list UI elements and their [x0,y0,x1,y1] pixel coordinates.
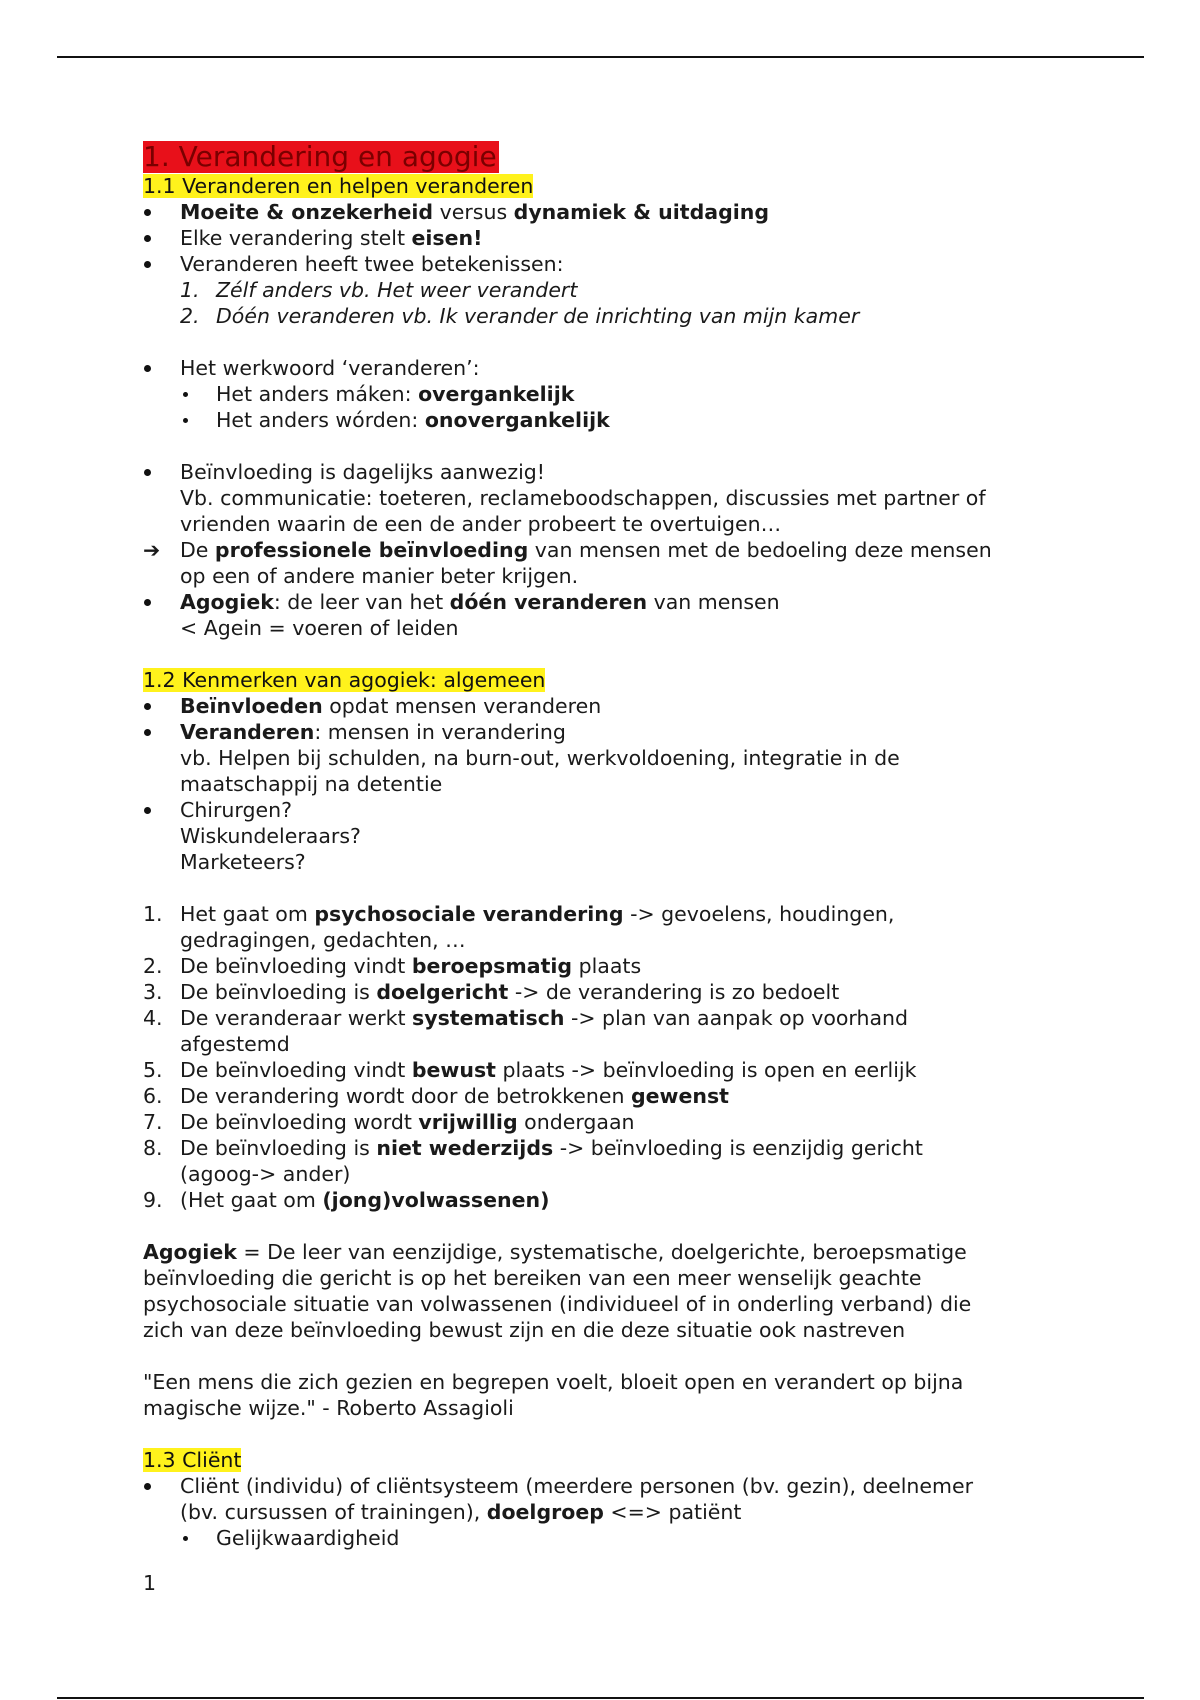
list-item: Moeite & onzekerheid versus dynamiek & uitdaging [143,199,1083,225]
list-item: Beïnvloeden opdat mensen veranderen [143,693,1083,719]
list-item: Elke verandering stelt eisen! [143,225,1083,251]
header-rule [57,56,1144,58]
numbered-item: 5. De beïnvloeding vindt bewust plaats -> beïnvloeding is open en eerlijk [143,1058,917,1082]
numbered-item: 3. De beïnvloeding is doelgericht -> de verandering is zo bedoelt [143,980,840,1004]
list-item-continuation: op een of andere manier beter krijgen. [180,564,579,588]
list-item-continuation: < Agein = voeren of leiden [180,616,459,640]
subsection-1-1 [143,173,1083,199]
list-item-continuation: (agoog-> ander) [180,1162,351,1186]
list-item-continuation: afgestemd [180,1032,290,1056]
numbered-subitem: 1. Zélf anders vb. Het weer verandert [180,278,578,302]
subsection-heading: 1.2 Kenmerken van agogiek: algemeen [143,668,546,692]
arrow-item: ➔ De professionele beïnvloeding van mensen met de bedoeling deze mensen [143,538,992,562]
list-item-continuation: vb. Helpen bij schulden, na burn-out, werkvoldoening, integratie in de [180,746,900,770]
list-item: Veranderen heeft twee betekenissen: [143,251,1083,277]
list-item: Veranderen: mensen in verandering [143,719,1083,745]
numbered-item: 4. De veranderaar werkt systematisch -> plan van aanpak op voorhand [143,1006,909,1030]
arrow-icon: ➔ [143,538,161,562]
section-title: 1. Verandering en agogie [143,140,497,173]
subsection-heading: 1.3 Cliënt [143,1448,242,1472]
numbered-item: 6. De verandering wordt door de betrokkenen gewenst [143,1084,729,1108]
footer-rule [57,1697,1144,1699]
subsection-1-3 [143,1447,1083,1473]
list-item-continuation: Vb. communicatie: toeteren, reclameboodschappen, discussies met partner of [180,486,986,510]
list-item-continuation: Wiskundeleraars? [180,824,361,848]
numbered-subitem: 2. Dóén veranderen vb. Ik verander de inrichting van mijn kamer [180,304,860,328]
list-item-continuation: maatschappij na detentie [180,772,443,796]
list-item: Agogiek: de leer van het dóén veranderen van mensen [143,589,1083,615]
sub-list-item: Gelijkwaardigheid [143,1525,1083,1551]
definition-paragraph: Agogiek = De leer van eenzijdige, systematische, doelgerichte, beroepsmatige [143,1240,967,1264]
list-item: Beïnvloeding is dagelijks aanwezig! [143,459,1083,485]
section-title-line [143,141,1083,173]
quote-line: "Een mens die zich gezien en begrepen voelt, bloeit open en verandert op bijna [143,1370,964,1394]
sub-list-item: Het anders wórden: onovergankelijk [143,407,1083,433]
list-item-continuation: (bv. cursussen of trainingen), doelgroep <=> patiënt [180,1500,742,1524]
list-item-continuation: vrienden waarin de een de ander probeert te overtuigen… [180,512,782,536]
quote-line: magische wijze." - Roberto Assagioli [143,1396,514,1420]
list-item: Chirurgen? [143,797,1083,823]
definition-line: beïnvloeding die gericht is op het bereiken van een meer wenselijk geachte [143,1266,922,1290]
list-item: Het werkwoord ‘veranderen’: [143,355,1083,381]
numbered-item: 2. De beïnvloeding vindt beroepsmatig plaats [143,954,642,978]
list-item-continuation: Marketeers? [180,850,306,874]
page-number: 1 [143,1571,157,1595]
numbered-item: 7. De beïnvloeding wordt vrijwillig ondergaan [143,1110,635,1134]
list-item-continuation: gedragingen, gedachten, … [180,928,466,952]
list-item: Cliënt (individu) of cliëntsysteem (meerdere personen (bv. gezin), deelnemer [143,1473,1083,1499]
numbered-item: 1. Het gaat om psychosociale verandering -> gevoelens, houdingen, [143,902,895,926]
definition-line: psychosociale situatie van volwassenen (individueel of in onderling verband) die [143,1292,972,1316]
numbered-item: 9. (Het gaat om (jong)volwassenen) [143,1188,550,1212]
document-body [143,141,1083,1551]
subsection-1-2 [143,667,1083,693]
numbered-item: 8. De beïnvloeding is niet wederzijds -> beïnvloeding is eenzijdig gericht [143,1136,923,1160]
definition-line: zich van deze beïnvloeding bewust zijn en die deze situatie ook nastreven [143,1318,906,1342]
subsection-heading: 1.1 Veranderen en helpen veranderen [143,174,534,198]
sub-list-item: Het anders máken: overgankelijk [143,381,1083,407]
